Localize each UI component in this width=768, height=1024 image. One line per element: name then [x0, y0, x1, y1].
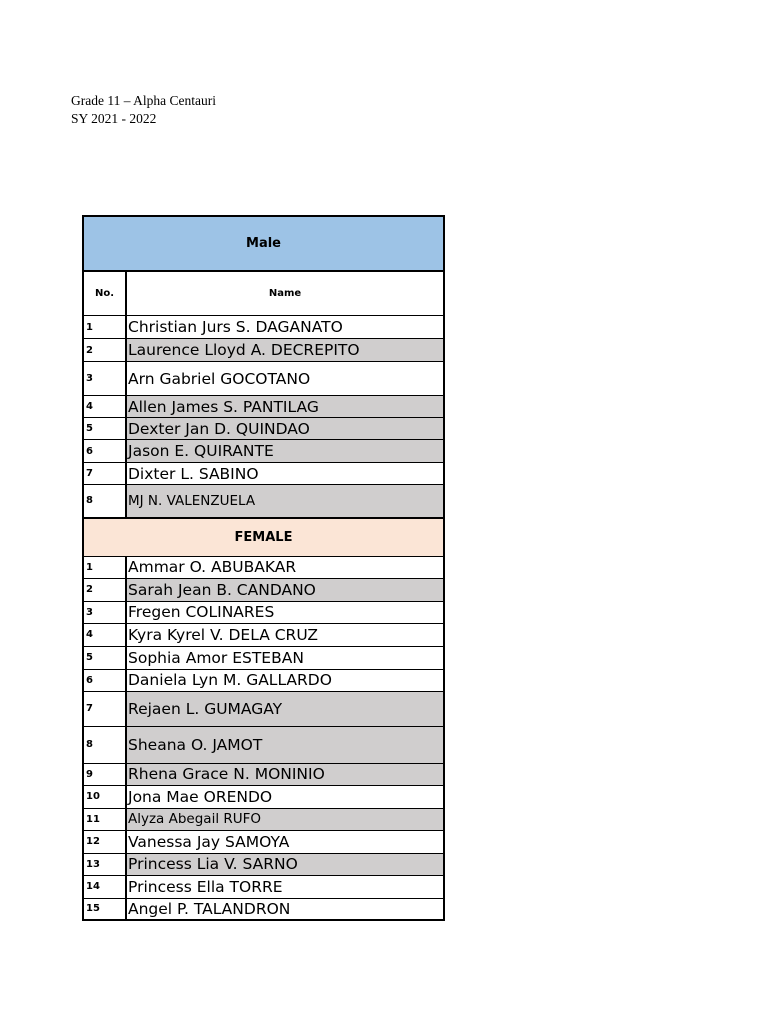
table-row: [83, 669, 444, 691]
table-row: [83, 785, 444, 808]
student-name: Princess Lia V. SARNO: [126, 853, 444, 875]
row-number: 14: [83, 875, 126, 898]
table-row: [83, 646, 444, 669]
row-number: 10: [83, 785, 126, 808]
column-headers: [83, 271, 444, 316]
student-name: Dixter L. SABINO: [126, 463, 444, 485]
row-number: 5: [83, 418, 126, 440]
student-name: Kyra Kyrel V. DELA CRUZ: [126, 623, 444, 646]
row-number: 9: [83, 763, 126, 785]
student-name: Daniela Lyn M. GALLARDO: [126, 669, 444, 691]
table-row: [83, 440, 444, 463]
student-name: Sheana O. JAMOT: [126, 726, 444, 763]
row-number: 13: [83, 853, 126, 875]
student-name: Alyza Abegail RUFO: [126, 808, 444, 830]
row-number: 8: [83, 485, 126, 518]
row-number: 11: [83, 808, 126, 830]
student-name: Rejaen L. GUMAGAY: [126, 691, 444, 726]
student-name: Laurence Lloyd A. DECREPITO: [126, 339, 444, 362]
table-row: [83, 418, 444, 440]
column-header-name: Name: [126, 271, 444, 316]
student-name: Jason E. QUIRANTE: [126, 440, 444, 463]
table-row: [83, 556, 444, 578]
row-number: 2: [83, 578, 126, 601]
female-title: FEMALE: [83, 518, 444, 557]
student-name: Vanessa Jay SAMOYA: [126, 830, 444, 853]
class-title: Grade 11 – Alpha Centauri: [71, 93, 216, 108]
table-row: [83, 362, 444, 396]
student-name: Princess Ella TORRE: [126, 875, 444, 898]
table-row: [83, 623, 444, 646]
row-number: 4: [83, 396, 126, 418]
row-number: 8: [83, 726, 126, 763]
female-section-header: [83, 518, 444, 557]
school-year: SY 2021 - 2022: [71, 111, 157, 126]
table-row: [83, 463, 444, 485]
row-number: 3: [83, 601, 126, 623]
column-header-no: No.: [83, 271, 126, 316]
student-name: Dexter Jan D. QUINDAO: [126, 418, 444, 440]
row-number: 1: [83, 556, 126, 578]
student-name: MJ N. VALENZUELA: [126, 485, 444, 518]
student-name: Sophia Amor ESTEBAN: [126, 646, 444, 669]
row-number: 5: [83, 646, 126, 669]
table-row: [83, 396, 444, 418]
table-row: [83, 601, 444, 623]
student-name: Sarah Jean B. CANDANO: [126, 578, 444, 601]
student-name: Fregen COLINARES: [126, 601, 444, 623]
student-name: Rhena Grace N. MONINIO: [126, 763, 444, 785]
row-number: 7: [83, 691, 126, 726]
row-number: 6: [83, 440, 126, 463]
student-name: Allen James S. PANTILAG: [126, 396, 444, 418]
table-row: [83, 763, 444, 785]
row-number: 15: [83, 898, 126, 920]
table-row: [83, 316, 444, 339]
row-number: 7: [83, 463, 126, 485]
student-name: Angel P. TALANDRON: [126, 898, 444, 920]
class-roster-table: [82, 215, 445, 921]
table-row: [83, 898, 444, 920]
table-row: [83, 830, 444, 853]
table-row: [83, 808, 444, 830]
table-row: [83, 853, 444, 875]
table-row: [83, 726, 444, 763]
table-row: [83, 691, 444, 726]
student-name: Jona Mae ORENDO: [126, 785, 444, 808]
row-number: 2: [83, 339, 126, 362]
row-number: 12: [83, 830, 126, 853]
row-number: 1: [83, 316, 126, 339]
document-header: [71, 92, 216, 128]
male-section-header: [83, 216, 444, 271]
student-name: Ammar O. ABUBAKAR: [126, 556, 444, 578]
table-row: [83, 339, 444, 362]
row-number: 3: [83, 362, 126, 396]
table-row: [83, 578, 444, 601]
student-name: Christian Jurs S. DAGANATO: [126, 316, 444, 339]
row-number: 4: [83, 623, 126, 646]
table-row: [83, 875, 444, 898]
table-row: [83, 485, 444, 518]
student-name: Arn Gabriel GOCOTANO: [126, 362, 444, 396]
male-title: Male: [83, 216, 444, 271]
row-number: 6: [83, 669, 126, 691]
